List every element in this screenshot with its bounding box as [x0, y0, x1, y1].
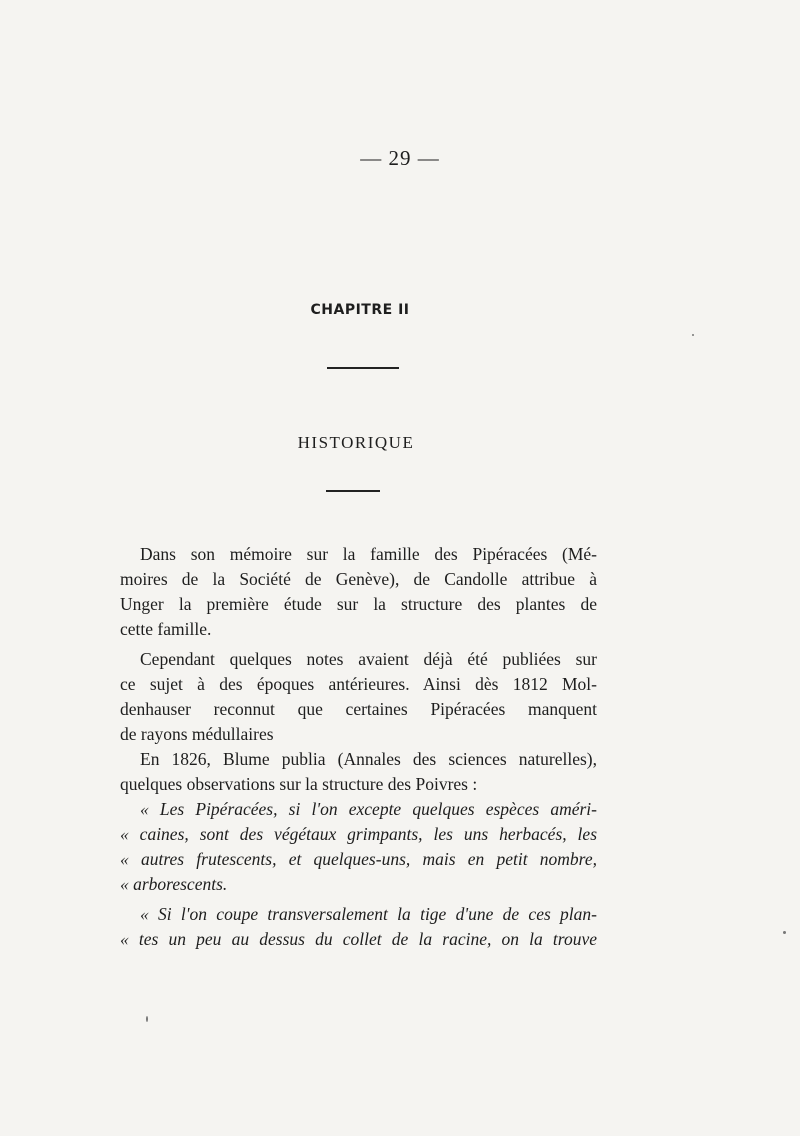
quote-line: « caines, sont des végétaux grimpants, les uns herbacés, les: [120, 824, 597, 844]
text-line: cette famille.: [120, 619, 212, 639]
section-heading: HISTORIQUE: [297, 433, 415, 452]
paper-speck: [146, 1016, 148, 1022]
text-line: En 1826, Blume publia (Annales des sciences naturelles),: [140, 749, 597, 769]
chapter-title: CHAPITRE II: [310, 302, 410, 318]
text-line: moires de la Société de Genève), de Candolle attribue à: [120, 569, 597, 589]
text-line: Cependant quelques notes avaient déjà été publiées sur: [140, 649, 597, 669]
quote-line: « Les Pipéracées, si l'on excepte quelques espèces améri-: [140, 799, 597, 819]
quote-line: « autres frutescents, et quelques-uns, mais en petit nombre,: [120, 849, 597, 869]
quote-line: « arborescents.: [120, 874, 228, 894]
paper-speck: [692, 334, 694, 336]
paper-speck: [783, 931, 786, 934]
page-number: — 29 —: [360, 146, 440, 170]
text-line: quelques observations sur la structure des Poivres :: [120, 774, 478, 794]
quote-line: « Si l'on coupe transversalement la tige d'une de ces plan-: [140, 904, 597, 924]
divider-rule: [326, 490, 380, 492]
text-line: de rayons médullaires: [120, 724, 274, 744]
text-line: denhauser reconnut que certaines Pipéracées manquent: [120, 699, 597, 719]
quote-line: « tes un peu au dessus du collet de la racine, on la trouve: [120, 929, 597, 949]
text-line: Unger la première étude sur la structure des plantes de: [120, 594, 597, 614]
text-line: ce sujet à des époques antérieures. Ainsi dès 1812 Mol-: [120, 674, 597, 694]
divider-rule: [327, 367, 399, 369]
text-line: Dans son mémoire sur la famille des Pipéracées (Mé-: [140, 544, 597, 564]
